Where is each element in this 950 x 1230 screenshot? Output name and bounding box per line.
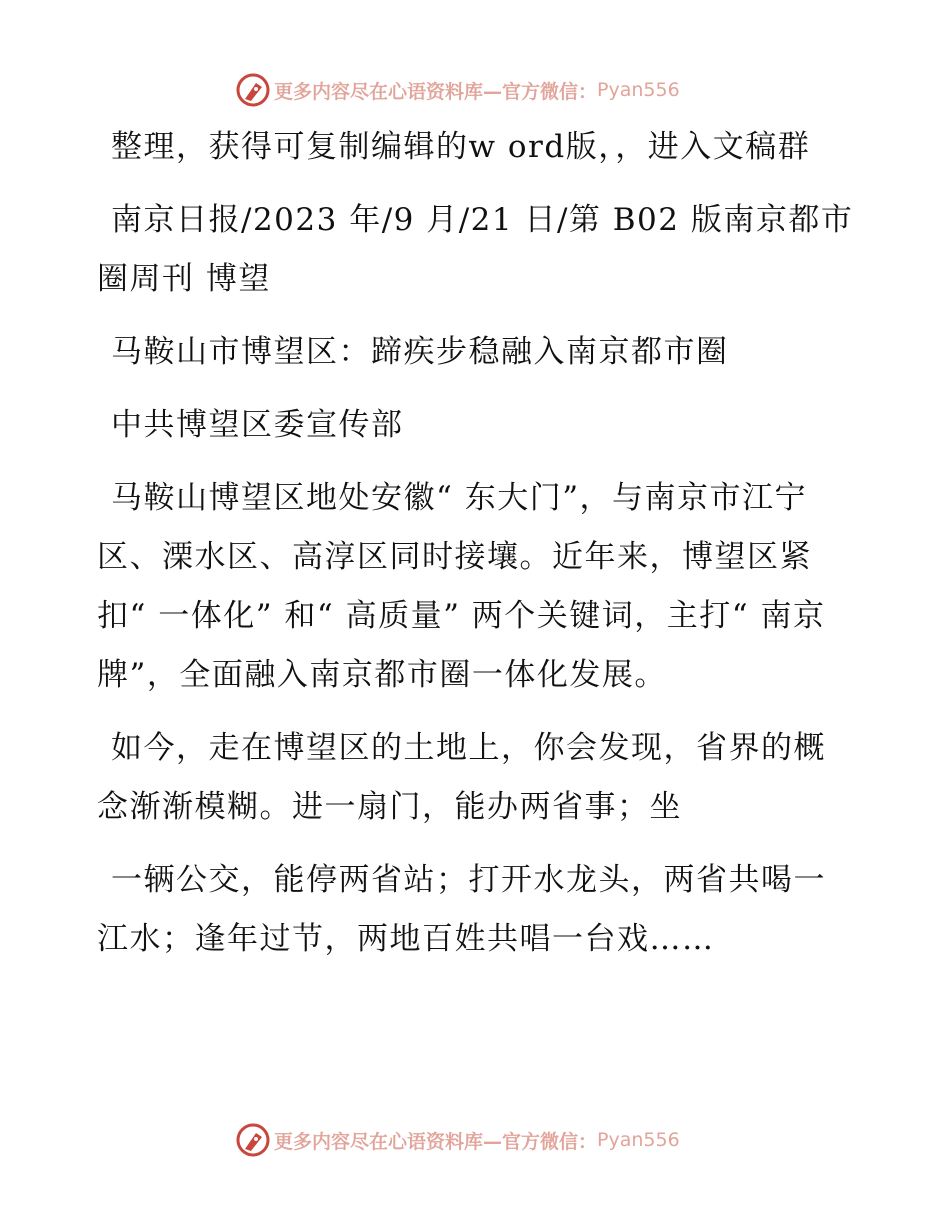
pen-nib-logo-icon xyxy=(236,1123,270,1157)
paragraph-source: 南京日报/2023 年/9 月/21 日/第 B02 版南京都市圈周刊 博望 xyxy=(97,202,854,297)
watermark-text: 更多内容尽在心语资料库—官方微信： xyxy=(274,80,598,103)
pen-nib-logo-icon xyxy=(236,73,270,107)
footer-watermark xyxy=(236,1122,680,1158)
watermark-text: 更多内容尽在心语资料库—官方微信： xyxy=(274,1130,598,1153)
paragraph-body-2: 如今，走在博望区的土地上，你会发现，省界的概念渐渐模糊。进一扇门，能办两省事；坐 xyxy=(97,730,826,825)
header-watermark xyxy=(236,72,680,108)
document-body xyxy=(97,118,857,983)
watermark-wechat-id: Pyan556 xyxy=(597,1129,680,1151)
paragraph-body-3: 一辆公交，能停两省站；打开水龙头，两省共喝一江水；逢年过节，两地百姓共唱一台戏…… xyxy=(97,862,826,957)
paragraph-author: 中共博望区委宣传部 xyxy=(111,407,404,443)
watermark-wechat-id: Pyan556 xyxy=(597,79,680,101)
paragraph-intro: 整理，获得可复制编辑的w ord版，，进入文稿群 xyxy=(111,129,811,165)
paragraph-headline: 马鞍山市博望区：蹄疾步稳融入南京都市圈 xyxy=(111,334,729,370)
paragraph-body-1: 马鞍山博望区地处安徽“ 东大门”，与南京市江宁区、溧水区、高淳区同时接壤。近年来，博望区紧扣“ 一体化” 和“ 高质量” 两个关键词，主打“ 南京牌”，全面融入南京都市圈一体化发展。 xyxy=(97,480,826,693)
